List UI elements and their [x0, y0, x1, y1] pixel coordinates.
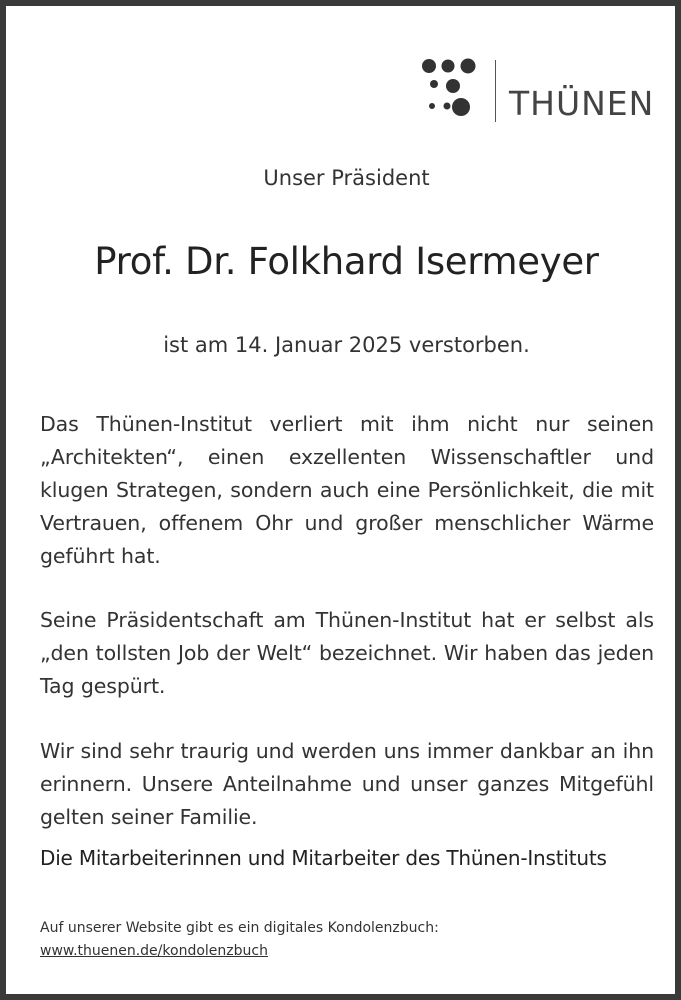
thuenen-logo — [419, 56, 659, 126]
dot-grid-icon — [419, 56, 489, 126]
date-of-death: ist am 14. Januar 2025 verstorben. — [163, 333, 530, 357]
logo-divider — [495, 60, 496, 122]
notice-subtitle: Unser Präsident — [263, 166, 430, 190]
deceased-name: Prof. Dr. Folkhard Isermeyer — [94, 240, 599, 283]
tribute-paragraph-3: Wir sind sehr traurig und werden uns immer dankbar an ihn erinnern. Unsere Anteilnahme und unser ganzes Mitgefühl gelten seiner Familie. — [40, 739, 654, 829]
logo-wordmark: THÜNEN — [509, 84, 655, 123]
signoff: Die Mitarbeiterinnen und Mitarbeiter des Thünen-Instituts — [40, 846, 607, 870]
condolence-book-link[interactable]: www.thuenen.de/kondolenzbuch — [40, 943, 268, 959]
tribute-paragraph-2: Seine Präsidentschaft am Thünen-Institut hat er selbst als „den tollsten Job der Welt“ bezeichnet. Wir haben das jeden Tag gespürt. — [40, 608, 654, 698]
condolence-note: Auf unserer Website gibt es ein digitales Kondolenzbuch: — [40, 920, 439, 936]
tribute-paragraph-1: Das Thünen-Institut verliert mit ihm nicht nur seinen „Architekten“, einen exzellenten Wissenschaftler und klugen Strategen, sondern auch eine Persönlichkeit, die mit Vertrauen, offenem Ohr und großer menschlicher Wärme geführt hat. — [40, 412, 654, 568]
